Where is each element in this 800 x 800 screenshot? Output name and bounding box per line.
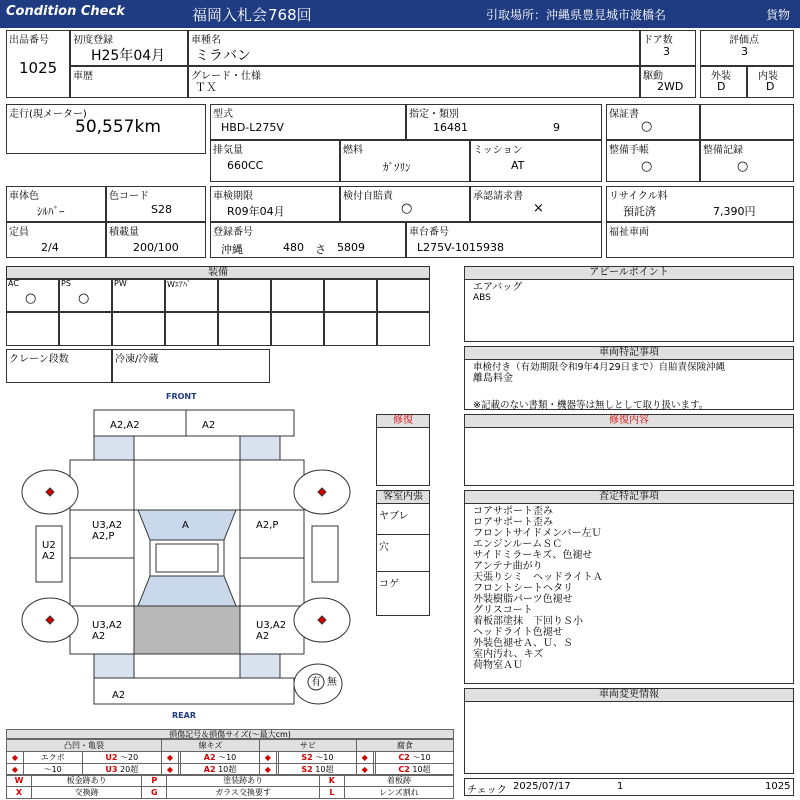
color-code-label: 色コード: [109, 191, 149, 202]
record-box: [700, 140, 794, 182]
color-label: 車体色: [9, 191, 39, 202]
recycle-label: リサイクル料: [609, 191, 668, 202]
legend-group: 凸凹・亀裂: [7, 740, 162, 752]
appeal-line: エアバッグ: [473, 282, 523, 293]
legend-code: K: [319, 775, 344, 787]
designation-box: [406, 104, 602, 140]
mark-rear-bumper: A2: [112, 690, 126, 701]
approval-box: [470, 186, 602, 222]
approval-label: 承認請求書: [473, 191, 523, 202]
model-box: [210, 104, 406, 140]
inspection-note: 着板部塗抹 下回りＳ小: [473, 616, 583, 627]
interior-item: [377, 504, 429, 535]
appeal-line: ABS: [473, 293, 491, 303]
mileage-label: 走行(現メーター): [9, 109, 87, 120]
legend-cell: S2 10超: [279, 764, 357, 776]
inspection-note: 外装色褪せＡ、Ｕ、Ｓ: [473, 638, 573, 649]
fuel-box: [340, 140, 470, 182]
insurance-label: 検付自賠責: [343, 191, 393, 202]
designation-label: 指定・類別: [409, 109, 459, 120]
legend-cell: S2 ～10: [279, 752, 357, 764]
check-bar: [464, 778, 794, 796]
interior-item-label: 穴: [379, 542, 389, 553]
legend-cell: ◆: [7, 752, 24, 764]
repair-panel: [464, 414, 794, 486]
appeal-title: アピールポイント: [465, 267, 793, 280]
inspection-note: 外装樹脂パーツ色褪せ: [473, 594, 573, 605]
inspection-note: エンジンルームＳＣ: [473, 539, 563, 550]
auction-session: 768回: [268, 6, 312, 24]
mission-label: ミッション: [473, 145, 523, 156]
header-title: Condition Check: [6, 4, 125, 19]
inspection-note: グリスコート: [473, 605, 533, 616]
manual-box: [606, 140, 700, 182]
check-date: 2025/07/17: [513, 781, 571, 792]
capacity-label: 定員: [9, 227, 29, 238]
freezer-label: 冷凍/冷蔵: [115, 354, 159, 365]
legend-code: P: [142, 775, 167, 787]
exterior-box: [700, 66, 747, 98]
appeal-panel: [464, 266, 794, 342]
designation-value: 16481: [433, 121, 468, 134]
legend-group: サビ: [259, 740, 356, 752]
fuel-value: ｶﾞｿﾘﾝ: [383, 161, 411, 174]
exterior-value: D: [717, 80, 726, 93]
inspection-note: 室内汚れ、キズ: [473, 649, 544, 660]
equipment-cell: [112, 278, 165, 312]
load-box: [106, 222, 206, 258]
legend-cell: エクボ: [23, 752, 82, 764]
legend-code: L: [319, 787, 344, 799]
equipment-title: 装備: [7, 267, 429, 280]
legend-code: G: [142, 787, 167, 799]
recycle-fee: 7,390円: [713, 205, 756, 218]
history-box: [70, 66, 188, 98]
mission-value: AT: [511, 159, 525, 172]
special-note: ※記載のない書類・機器等は無しとして取り扱います。: [473, 400, 709, 411]
color-value: ｼﾙﾊﾞｰ: [37, 205, 65, 218]
legend-table: [6, 739, 454, 776]
mark-left-front: U3,A2 A2,P: [92, 520, 123, 542]
legend-cell: ◆: [356, 764, 373, 776]
equipment-label: PS: [61, 279, 71, 288]
equipment-cell: [6, 312, 59, 346]
chassis-box: [406, 222, 602, 258]
load-value: 200/100: [133, 241, 179, 254]
legend-cell: U2 ～20: [82, 752, 161, 764]
grade-box: [188, 66, 640, 98]
legend-code: レンズ割れ: [344, 787, 453, 799]
inspection-notes-list: [473, 506, 793, 671]
plate-box: [210, 222, 406, 258]
lot-box: [6, 30, 70, 98]
inspection-note: 天張りシミ ヘッドライトＡ: [473, 572, 603, 583]
repair-title: 修復内容: [465, 415, 793, 428]
displacement-box: [210, 140, 340, 182]
chassis-value: L275V-1015938: [417, 241, 504, 254]
inspection-note: ヘッドライト色褪せ: [473, 627, 563, 638]
equipment-grid: [6, 278, 430, 346]
blank-box: [700, 104, 794, 140]
mark-left-mirror: U2 A2: [42, 540, 56, 562]
legend-cell: ◆: [162, 764, 179, 776]
legend-cell: ～10: [23, 764, 82, 776]
inspection-note: サイドミラーキズ、色褪せ: [473, 550, 593, 561]
inspection-note: コアサポート歪み: [473, 506, 553, 517]
crane-box: [6, 349, 112, 383]
equipment-cell: [324, 278, 377, 312]
mark-left-rear: U3,A2 A2: [92, 620, 123, 642]
special-panel: [464, 346, 794, 410]
legend-code: 板金跡あり: [32, 775, 142, 787]
equipment-cell: [218, 278, 271, 312]
displacement-value: 660CC: [227, 159, 264, 172]
category-number: 9: [553, 121, 560, 134]
mark-right-rear: U3,A2 A2: [256, 620, 287, 642]
score-label: 評価点: [729, 35, 759, 46]
insurance-value: ○: [401, 201, 413, 216]
color-box: [6, 186, 106, 222]
interior-item: [377, 535, 429, 572]
recycle-box: [606, 186, 794, 222]
plate-number: 5809: [337, 241, 365, 254]
mileage-box: [6, 104, 206, 154]
score-value: 3: [741, 45, 748, 58]
equipment-cell: [59, 312, 112, 346]
equipment-cell: [6, 278, 59, 312]
load-label: 積載量: [109, 227, 139, 238]
equipment-cell: [165, 278, 218, 312]
repair-box: [376, 414, 430, 486]
interior-item-label: コゲ: [379, 579, 399, 590]
car-name-box: [188, 30, 640, 66]
record-value: ○: [737, 159, 749, 174]
legend-cell: U3 20超: [82, 764, 161, 776]
mark-hood: A: [182, 520, 189, 531]
grade-label: グレード・仕様: [191, 71, 261, 82]
warranty-box: [606, 104, 700, 140]
first-reg-value: H25年04月: [91, 48, 166, 64]
legend-code: 交換跡: [32, 787, 142, 799]
equipment-cell: [377, 312, 430, 346]
equipment-mark: ○: [25, 291, 37, 306]
welfare-label: 福祉車両: [609, 227, 649, 238]
lot-number: 1025: [19, 59, 58, 77]
special-line: 車検付き（有効期限令和9年4月29日まで）自賠責保険沖縄: [473, 362, 726, 373]
first-reg-box: [70, 30, 188, 66]
warranty-label: 保証書: [609, 109, 639, 120]
front-label: FRONT: [166, 392, 197, 401]
car-diagram: [20, 400, 370, 710]
plate-kana: さ: [315, 243, 326, 256]
color-code-value: S28: [151, 203, 172, 216]
legend-cell: ◆: [259, 764, 276, 776]
capacity-box: [6, 222, 106, 258]
doors-label: ドア数: [643, 35, 673, 46]
check-count: 1: [617, 781, 624, 792]
interior-title: 客室内張: [377, 491, 429, 504]
chassis-label: 車台番号: [409, 227, 449, 238]
legend-cell: ◆: [356, 752, 373, 764]
doors-box: [640, 30, 696, 66]
equipment-cell: [377, 278, 430, 312]
legend-code: ガラス交換要す: [167, 787, 320, 799]
header-bar: [0, 0, 800, 28]
spare-no: 無: [327, 677, 337, 688]
legend-cell: ◆: [259, 752, 276, 764]
equipment-cell: [271, 312, 324, 346]
legend-title: 損傷記号＆損傷サイズ(～最大cm): [6, 729, 454, 739]
drive-value: 2WD: [657, 80, 684, 93]
drive-label: 駆動: [643, 71, 663, 82]
equipment-cell: [112, 312, 165, 346]
model-label: 型式: [213, 109, 233, 120]
history-label: 車歴: [73, 71, 93, 82]
check-lot: 1025: [765, 781, 791, 792]
spare-yes: 有: [311, 677, 321, 688]
inspection-label: 車検期限: [213, 191, 253, 202]
legend-cell: C2 10超: [375, 764, 453, 776]
legend-cell: A2 10超: [181, 764, 260, 776]
equipment-mark: ○: [78, 291, 90, 306]
legend-code: W: [7, 775, 32, 787]
mark-front-right: A2: [202, 420, 216, 431]
interior-label: 内装: [758, 71, 778, 82]
warranty-value: ○: [641, 119, 653, 134]
changes-panel: [464, 688, 794, 774]
inspection-notes-panel: [464, 490, 794, 684]
car-name-value: ミラバン: [195, 48, 251, 64]
legend-code: 塗装跡あり: [167, 775, 320, 787]
inspection-note: ロアサポート歪み: [473, 517, 553, 528]
auction-name: 福岡入札会: [192, 6, 268, 24]
capacity-value: 2/4: [41, 241, 59, 254]
mission-box: [470, 140, 602, 182]
repair-box-title: 修復: [377, 415, 429, 428]
freezer-box: [112, 349, 270, 383]
record-label: 整備記録: [703, 145, 743, 156]
drive-box: [640, 66, 696, 98]
equipment-cell: [271, 278, 324, 312]
legend-code: X: [7, 787, 32, 799]
inspection-box: [210, 186, 340, 222]
score-box: [700, 30, 794, 66]
rear-label: REAR: [172, 711, 196, 720]
legend-code: 着板跡: [344, 775, 453, 787]
inspection-note: アンテナ曲がり: [473, 561, 543, 572]
inspection-note: フロントサイドメンバー左Ｕ: [473, 528, 602, 539]
fuel-label: 燃料: [343, 145, 363, 156]
exterior-label: 外装: [711, 71, 731, 82]
interior-value: D: [766, 80, 775, 93]
approval-value: ×: [533, 201, 544, 216]
equipment-label: PW: [114, 279, 127, 288]
color-code-box: [106, 186, 206, 222]
crane-label: クレーン段数: [9, 354, 69, 365]
pickup-location: 引取場所：沖縄県豊見城市渡橋名: [486, 8, 667, 22]
legend-cell: A2 ～10: [181, 752, 260, 764]
car-name-label: 車種名: [191, 35, 221, 46]
insurance-box: [340, 186, 470, 222]
check-label: チェック: [467, 785, 507, 796]
inspection-notes-title: 査定特記事項: [465, 491, 793, 504]
legend-group: 線キズ: [162, 740, 260, 752]
inspection-value: R09年04月: [227, 205, 285, 218]
inspection-note: フロントシートヘタリ: [473, 583, 573, 594]
interior-panel: [376, 490, 430, 616]
plate-class: 480: [283, 241, 304, 254]
mark-front-left: A2,A2: [110, 420, 140, 431]
interior-item-label: ヤブレ: [379, 511, 409, 522]
equipment-label: AC: [8, 279, 19, 288]
changes-title: 車両変更情報: [465, 689, 793, 702]
vehicle-category: 貨物: [766, 8, 791, 22]
legend-cell: ◆: [7, 764, 24, 776]
mark-right-front: A2,P: [256, 520, 279, 531]
displacement-label: 排気量: [213, 145, 243, 156]
plate-region: 沖縄: [221, 243, 243, 256]
legend-cell: ◆: [162, 752, 179, 764]
equipment-cell: [165, 312, 218, 346]
legend-cell: C2 ～10: [375, 752, 453, 764]
equipment-cell: [218, 312, 271, 346]
plate-label: 登録番号: [213, 227, 253, 238]
doors-value: 3: [663, 45, 670, 58]
interior-box: [747, 66, 794, 98]
special-line: 離島料金: [473, 373, 513, 384]
interior-item: [377, 572, 429, 608]
equipment-label: Wｴｱﾊﾞ: [167, 280, 191, 289]
inspection-note: 荷物室ＡＵ: [473, 660, 523, 671]
manual-value: ○: [641, 159, 653, 174]
welfare-box: [606, 222, 794, 258]
mileage-value: 50,557km: [75, 117, 161, 137]
lot-label: 出品番号: [9, 35, 49, 46]
grade-value: ＴＸ: [195, 81, 217, 94]
equipment-cell: [324, 312, 377, 346]
legend-group: 腐食: [356, 740, 453, 752]
manual-label: 整備手帳: [609, 145, 649, 156]
special-title: 車両特記事項: [465, 347, 793, 360]
model-value: HBD-L275V: [221, 121, 284, 134]
equipment-cell: [59, 278, 112, 312]
legend-codes: [6, 774, 454, 799]
recycle-status: 預託済: [623, 205, 656, 218]
first-reg-label: 初度登録: [73, 35, 113, 46]
